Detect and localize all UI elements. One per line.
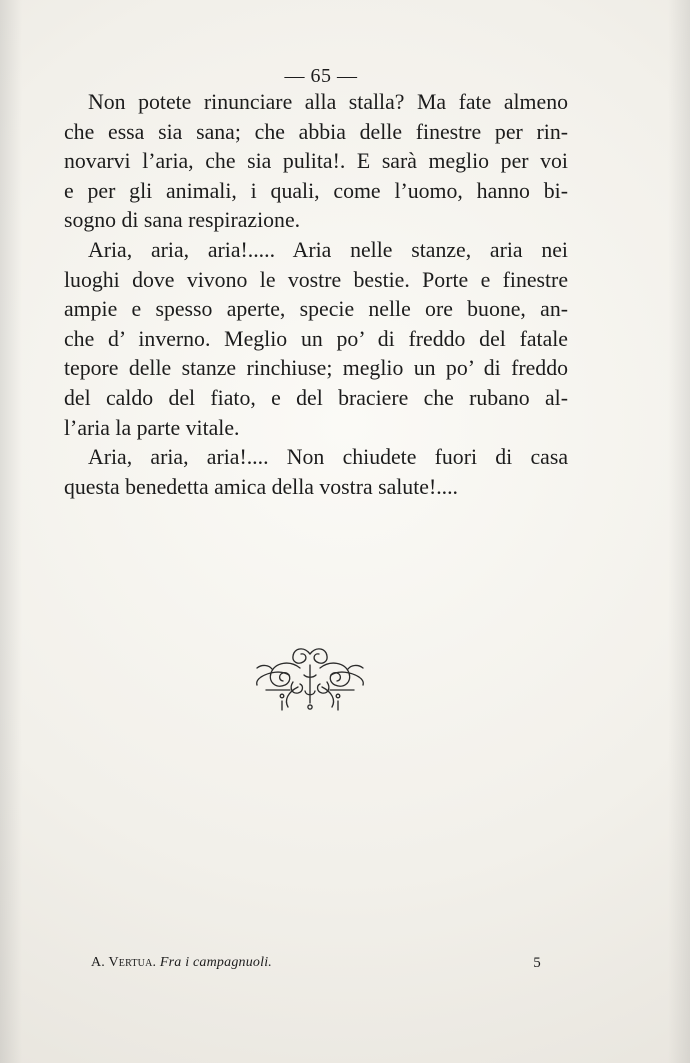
text-line: luoghi dove vivono le vostre bestie. Porte e finestre [64,267,568,292]
text-line: che essa sia sana; che abbia delle finestre per rin- [64,119,568,144]
text-line: tepore delle stanze rinchiuse; meglio un po’ di freddo [64,356,568,381]
paragraph-2 [64,236,568,443]
text-line: sogno di sana respirazione. [64,208,301,233]
footer-work: Fra i campagnuoli. [159,955,272,970]
scroll-ornament-icon [248,644,372,714]
text-line: l’aria la parte vitale. [64,415,240,440]
text-line: del caldo del fiato, e del braciere che rubano al- [64,385,568,410]
text-line: questa benedetta amica della vostra salute!.... [64,474,458,499]
paragraph-3 [64,443,568,502]
text-line: Non potete rinunciare alla stalla? Ma fate almeno [88,90,568,114]
text-line: novarvi l’aria, che sia pulita!. E sarà meglio per voi [64,149,568,174]
page-edge-right [668,0,690,1063]
running-footer [91,954,272,972]
text-line: ampie e spesso aperte, specie nelle ore buone, an- [64,297,568,322]
paragraph-1 [64,88,568,236]
text-line: Aria, aria, aria!..... Aria nelle stanze, aria nei [88,237,568,262]
text-line: Aria, aria, aria!.... Non chiudete fuori di casa [88,445,568,470]
signature-mark: 5 [533,955,541,971]
text-line: che d’ inverno. Meglio un po’ di freddo del fatale [64,326,568,351]
body-text [64,88,568,502]
text-line: e per gli animali, i quali, come l’uomo, hanno bi- [64,178,568,203]
footer-author: A. Vertua. [91,955,157,970]
page-edge-left [0,0,22,1063]
page-number: — 65 — [284,65,358,87]
